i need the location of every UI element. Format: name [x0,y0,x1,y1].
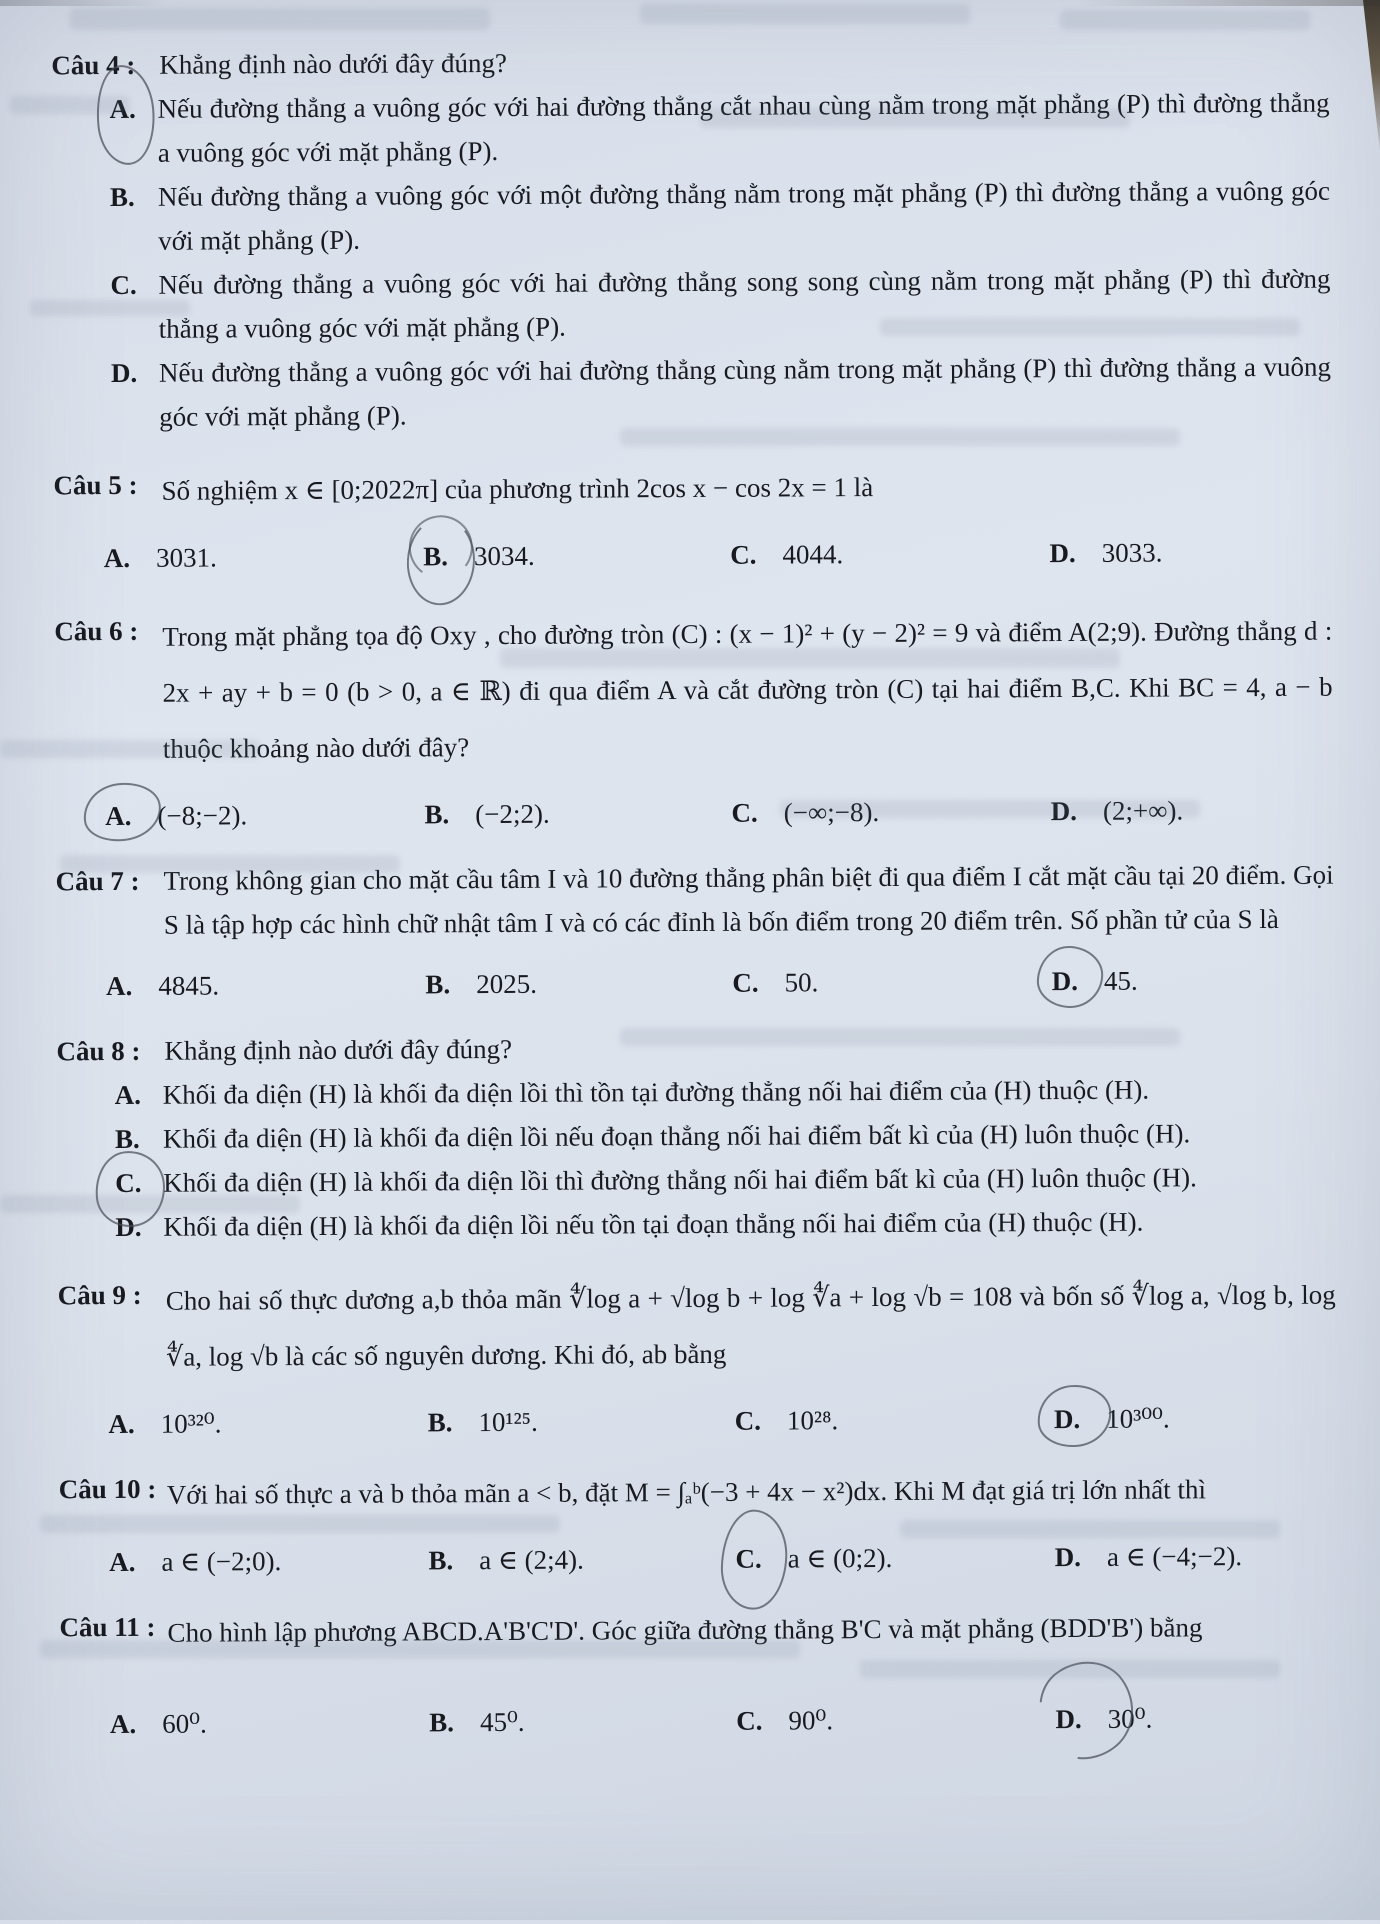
answer-circle [109,87,135,131]
option-text: 45. [1103,965,1138,996]
option-text: Khối đa diện (H) là khối đa diện lồi nếu đoạn thẳng nối hai điểm bất kì của (H) luôn thuộc (H). [162,1118,1191,1154]
option-text: (−8;−2). [157,800,248,831]
question-10-text: Với hai số thực a và b thỏa mãn a < b, đặt M = ∫ₐᵇ(−3 + 4x − x²)dx. Khi M đạt giá trị lớn nhất thì [166,1474,1207,1510]
question-11-option-c [736,1696,1056,1744]
question-4 [51,37,1331,440]
option-letter: C. [115,1167,142,1199]
option-letter: A. [105,800,132,832]
question-7-option-d [1052,957,1335,1004]
option-text: 90⁰. [788,1705,834,1736]
option-letter: B. [425,969,451,1000]
option-text: 10¹²⁵. [478,1406,538,1438]
question-11-option-b [429,1698,736,1746]
answer-circle [1055,1696,1081,1742]
option-letter: C. [732,967,759,998]
option-text: a ∈ (0;2). [787,1542,893,1574]
option-text: (−∞;−8). [783,797,880,828]
question-5-text: Số nghiệm x ∈ [0;2022π] của phương trình 2cos x − cos 2x = 1 là [161,472,874,506]
question-9-text: Cho hai số thực dương a,b thỏa mãn ∜log a + √log b + log ∜a + log √b = 108 và bốn số ∜log a, √log b, log ∜a, log √b là các số nguyên dương. Khi đó, ab bằng [165,1279,1336,1372]
option-letter: D. [110,357,138,389]
question-6 [54,603,1333,840]
option-letter: C. [734,1405,762,1436]
question-9-option-c [735,1396,1055,1444]
question-4-text: Khẳng định nào dưới đây đúng? [159,47,507,80]
question-11 [59,1599,1338,1748]
option-text: Khối đa diện (H) là khối đa diện lồi thì đường thẳng nối hai điểm bất kì của (H) luôn thuộc (H). [163,1162,1197,1198]
question-7-option-a [106,961,426,1009]
option-text: 2025. [476,968,537,1000]
question-6-option-a [105,791,425,839]
question-9-option-d [1054,1395,1337,1442]
option-text: a ∈ (−2;0). [161,1546,282,1577]
option-letter: D. [1053,1403,1081,1435]
option-letter: D. [1051,965,1078,997]
option-letter: C. [736,1705,763,1736]
question-5 [53,457,1332,582]
question-7-option-b [425,960,732,1008]
option-text: 30⁰. [1107,1703,1153,1734]
option-text: 10³⁰⁰. [1106,1403,1170,1434]
question-5-option-d [1049,529,1332,576]
option-letter: B. [423,541,448,572]
question-6-text: Trong mặt phẳng tọa độ Oxy , cho đường tròn (C) : (x − 1)² + (y − 2)² = 9 và điểm A(2;9). Đường thẳng d : 2x + ay + b = 0 (b > 0, a ∈ ℝ) đi qua điểm A và cắt đường tròn (C) tại hai điểm B,C. Khi BC = 4, a − b thuộc khoảng nào dưới đây? [162,615,1333,764]
question-10 [59,1461,1338,1586]
option-letter: C. [735,1543,762,1574]
question-10-option-d [1055,1533,1338,1580]
option-letter: C. [731,797,758,828]
question-4-option-d [111,345,1331,439]
question-7-option-c [732,958,1052,1006]
option-text: 10²⁸. [786,1405,839,1436]
option-text: Nếu đường thẳng a vuông góc với một đường thẳng nằm trong mặt phẳng (P) thì đường thẳng a vuông góc với mặt phẳng (P). [157,175,1331,256]
question-5-option-b [423,532,730,580]
option-text: 50. [784,967,819,998]
option-text: a ∈ (2;4). [479,1544,584,1576]
question-8-option-d [115,1199,1335,1249]
question-5-option-a [104,533,424,581]
answer-circle [735,1536,761,1582]
question-8-option-b [115,1111,1335,1161]
option-letter: A. [109,1708,137,1740]
question-6-option-b [424,790,731,838]
option-text: Nếu đường thẳng a vuông góc với hai đường thẳng cùng nằm trong mặt phẳng (P) thì đường thẳng a vuông góc với mặt phẳng (P). [158,351,1331,432]
question-11-option-d [1055,1695,1338,1742]
option-text: 3033. [1101,537,1163,568]
question-6-label: Câu 6 : [54,615,139,647]
option-letter: B. [429,1707,455,1738]
question-4-label: Câu 4 : [51,49,136,81]
question-10-option-c [735,1534,1055,1582]
option-letter: D. [115,1211,142,1243]
question-9-option-a [108,1399,428,1447]
question-4-option-a [109,81,1329,175]
option-letter: B. [427,1407,453,1438]
option-letter: B. [424,799,450,830]
question-4-option-b [110,169,1330,263]
question-5-label: Câu 5 : [53,469,138,501]
question-7-text: Trong không gian cho mặt cầu tâm I và 10 đường thẳng phân biệt đi qua điểm I cắt mặt cầu tại 20 điểm. Gọi S là tập hợp các hình chữ nhật tâm I và có các đỉnh là bốn điểm trong 20 điểm trên. Số phần tử của S là [163,859,1334,940]
option-letter: B. [428,1545,454,1576]
option-letter: C. [730,539,757,570]
option-text: a ∈ (−4;−2). [1106,1541,1243,1572]
question-5-option-c [730,530,1050,578]
question-9-option-b [428,1398,735,1446]
option-text: Khối đa diện (H) là khối đa diện lồi nếu tồn tại đoạn thẳng nối hai điểm của (H) thuộc (H). [163,1206,1144,1242]
option-letter: D. [1049,537,1076,569]
answer-circle [105,793,131,839]
option-text: Khối đa diện (H) là khối đa diện lồi thì tồn tại đường thẳng nối hai điểm của (H) thuộc (H). [162,1074,1150,1110]
option-text: (−2;2). [475,798,550,830]
option-letter: B. [114,1123,140,1155]
question-10-option-a [109,1537,429,1585]
option-text: 60⁰. [162,1708,207,1739]
option-text: 45⁰. [479,1706,525,1738]
option-text: 10³²⁰. [160,1408,222,1439]
answer-circle [423,533,448,579]
answer-circle [115,1161,141,1205]
option-letter: A. [106,970,133,1002]
option-letter: A. [109,1546,136,1578]
option-letter: B. [109,181,135,213]
question-11-text: Cho hình lập phương ABCD.A'B'C'D'. Góc giữa đường thẳng B'C và mặt phẳng (BDD'B') bằng [167,1612,1203,1648]
question-7 [55,853,1334,1010]
answer-circle [1054,1396,1080,1442]
question-4-option-c [110,257,1330,351]
option-letter: D. [1050,795,1078,827]
option-text: (2;+∞). [1102,795,1184,826]
question-11-option-a [110,1699,430,1747]
option-letter: D. [1055,1703,1082,1735]
question-8 [56,1023,1335,1250]
answer-circle [1052,958,1078,1004]
option-text: 3031. [156,542,217,573]
question-7-label: Câu 7 : [55,865,140,897]
question-10-option-b [428,1536,735,1584]
option-letter: C. [110,269,137,301]
question-8-text: Khẳng định nào dưới đây đúng? [164,1033,513,1066]
question-10-label: Câu 10 : [58,1473,157,1505]
option-letter: A. [109,93,136,125]
option-text: 3034. [473,540,535,572]
option-letter: D. [1054,1541,1081,1573]
question-6-option-d [1051,787,1334,834]
option-text: 4845. [158,970,220,1001]
option-text: Nếu đường thẳng a vuông góc với hai đường thẳng cắt nhau cùng nằm trong mặt phẳng (P) thì đường thẳng a vuông góc với mặt phẳng (P). [157,87,1330,168]
question-8-label: Câu 8 : [56,1035,141,1067]
question-6-option-c [731,788,1051,836]
question-11-label: Câu 11 : [59,1611,156,1643]
question-9 [58,1267,1337,1448]
option-text: Nếu đường thẳng a vuông góc với hai đường thẳng song song cùng nằm trong mặt phẳng (P) thì đường thẳng a vuông góc với mặt phẳng (P). [158,263,1331,344]
option-letter: A. [114,1079,142,1111]
option-letter: A. [103,542,131,574]
question-8-option-a [115,1067,1335,1117]
option-letter: A. [108,1408,135,1440]
option-text: 4044. [782,539,844,570]
question-9-label: Câu 9 : [57,1279,142,1311]
question-8-option-c [115,1155,1335,1205]
